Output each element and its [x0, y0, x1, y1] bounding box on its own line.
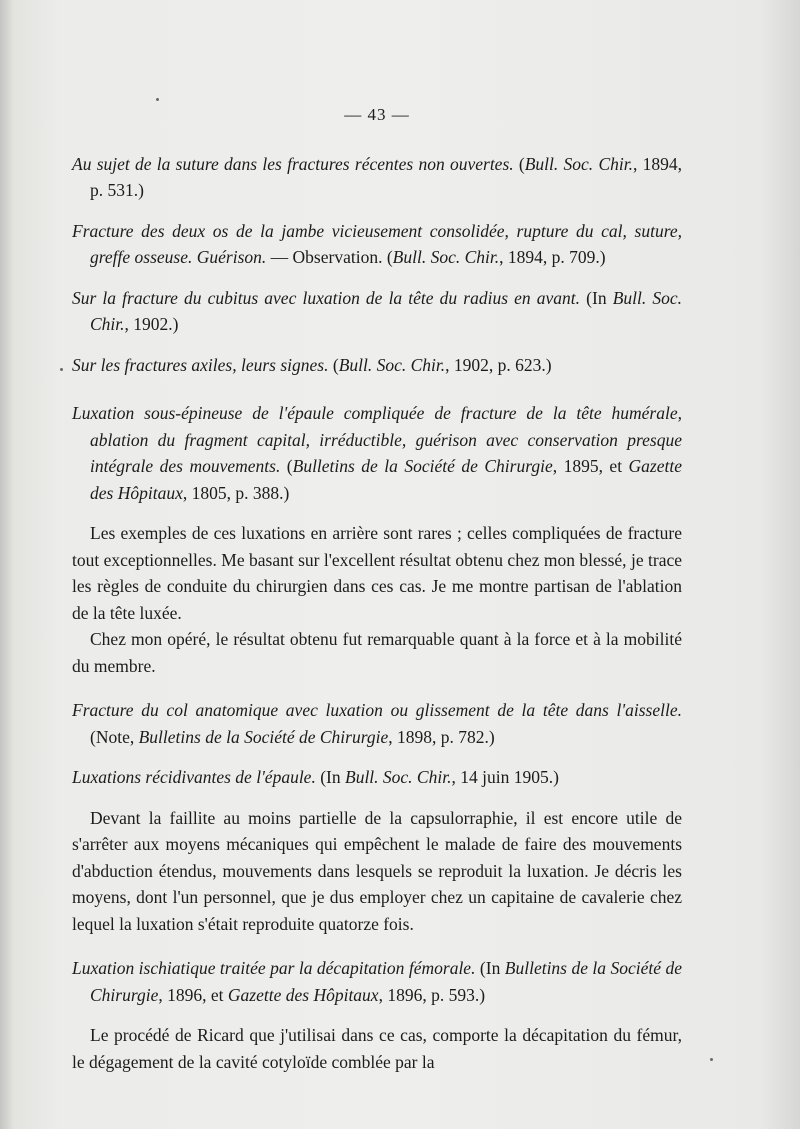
reference-title: Fracture du col anatomique avec luxation ou glissement de la tête dans l'aisselle.: [72, 700, 682, 720]
reference-text: , 1805, p. 388.): [182, 482, 290, 503]
reference-entry: [72, 955, 682, 1008]
journal-name: Gazette des Hôpitaux: [227, 984, 379, 1005]
body-paragraph: Chez mon opéré, le résultat obtenu fut remarquable quant à la force et à la mobilité du membre.: [72, 629, 682, 676]
reference-text: , 1895, et: [552, 456, 629, 476]
reference-text: — Observation. (: [266, 247, 393, 267]
journal-name: Bull. Soc. Chir.: [338, 354, 446, 375]
reference-entry: [72, 352, 682, 379]
ink-speck: [156, 98, 159, 101]
reference-title: Luxation ischiatique traitée par la décapitation fémorale.: [72, 958, 476, 978]
reference-entry: [72, 697, 682, 750]
ink-speck: [710, 1058, 713, 1061]
reference-title: Luxations récidivantes de l'épaule.: [72, 767, 316, 787]
journal-name: Gazette des Hôpitaux: [90, 456, 683, 503]
journal-name: Bull. Soc. Chir.: [90, 287, 683, 334]
body-paragraph: Devant la faillite au moins partielle de la capsulorraphie, il est encore utile de s'arrêter aux moyens mécaniques qui empêchent le malade de faire des mouvements d'abduction étendus, mouvements dans lesquels se reproduit la luxation. Je décris les moyens, dont l'un personnel, que je dus employer chez un capitaine de cavalerie chez lequel la luxation s'était reproduite quatorze fois.: [72, 807, 682, 934]
reference-title: Au sujet de la suture dans les fractures récentes non ouvertes.: [72, 153, 514, 174]
reference-text: , 1896, et: [158, 984, 228, 1005]
reference-text: , 1902, p. 623.): [445, 354, 552, 375]
page-number: — 43 —: [344, 105, 410, 124]
journal-name: Bull. Soc. Chir.: [524, 153, 633, 174]
reference-text: , 1902.): [124, 314, 179, 334]
reference-text: (In: [580, 287, 613, 308]
reference-entry: [72, 218, 682, 271]
reference-text: (: [513, 153, 525, 174]
reference-text: , 1898, p. 782.): [388, 726, 495, 747]
reference-entry: [72, 400, 682, 506]
reference-text: (: [328, 354, 339, 375]
journal-name: Bull. Soc. Chir.: [345, 767, 452, 787]
reference-text: (Note,: [90, 726, 139, 747]
reference-text: , 14 juin 1905.): [451, 767, 559, 787]
body-paragraph: Le procédé de Ricard que j'utilisai dans ce cas, comporte la décapitation du fémur, le dégagement de la cavité cotyloïde comblée par la: [72, 1025, 682, 1072]
reference-text: , 1894, p. 709.): [499, 247, 606, 267]
reference-entry: [72, 151, 682, 204]
body-paragraph: Les exemples de ces luxations en arrière sont rares ; celles compliquées de fracture tout exceptionnelles. Me basant sur l'excellent résultat obtenu chez mon blessé, je trace les règles de conduite du chirurgien dans ces cas. Je me montre partisan de l'ablation de la tête luxée.: [72, 523, 682, 623]
journal-name: Bull. Soc. Chir.: [392, 247, 500, 267]
reference-text: (: [280, 456, 293, 476]
reference-title: Sur la fracture du cubitus avec luxation de la tête du radius en avant.: [72, 287, 581, 308]
reference-title: Luxation sous-épineuse de l'épaule compliquée de fracture de la tête humérale, ablation du fragment capital, irréductible, guérison avec conservation presque intégrale des mouvements.: [72, 403, 682, 476]
reference-text: (In: [475, 958, 505, 978]
reference-text: (In: [315, 767, 345, 787]
reference-text: , 1896, p. 593.): [378, 984, 486, 1005]
reference-entry: [72, 764, 682, 791]
journal-name: Bulletins de la Société de Chirurgie: [138, 726, 389, 747]
ink-speck: [60, 368, 63, 371]
reference-title: Fracture des deux os de la jambe vicieusement consolidée, rupture du cal, suture, greffe osseuse. Guérison.: [72, 220, 682, 267]
journal-name: Bulletins de la Société de Chirurgie: [90, 958, 683, 1005]
reference-entry: [72, 285, 682, 338]
journal-name: Bulletins de la Société de Chirurgie: [292, 456, 553, 476]
reference-text: , 1894, p. 531.): [90, 153, 682, 200]
page-content: [72, 102, 682, 1075]
reference-title: Sur les fractures axiles, leurs signes.: [72, 354, 329, 375]
